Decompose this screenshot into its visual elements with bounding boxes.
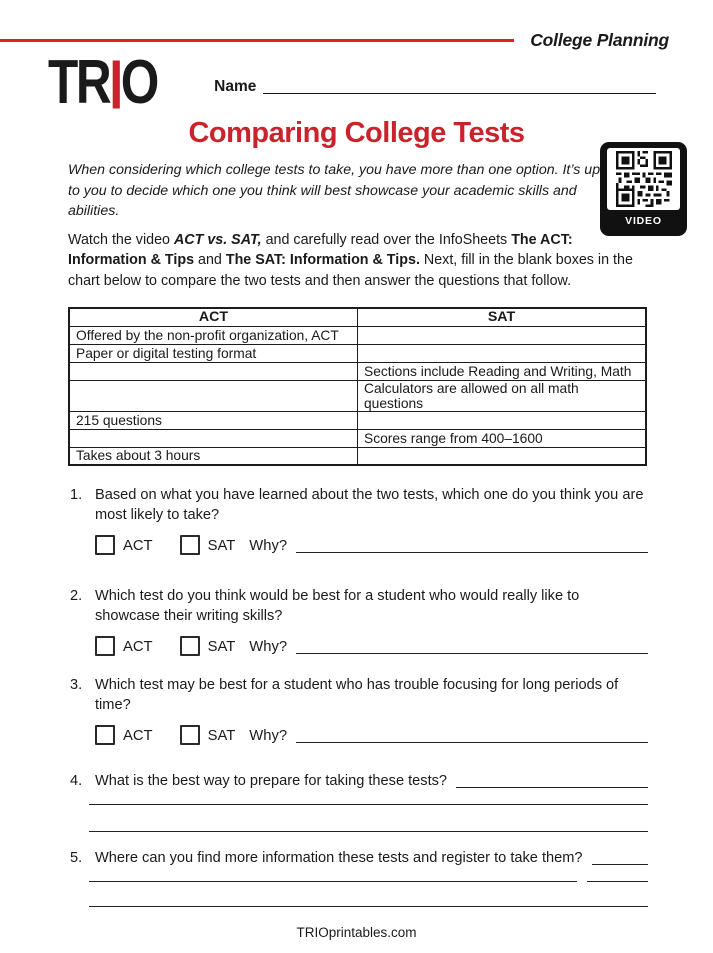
- name-field: [214, 79, 656, 107]
- q1-why-label: Why?: [249, 538, 288, 554]
- q3-why-answer-line[interactable]: [296, 742, 648, 743]
- col-header-act: ACT: [69, 308, 358, 326]
- q4-answer-line-inline[interactable]: [456, 787, 648, 788]
- q2-why-label: Why?: [249, 639, 288, 655]
- q1-act-label: ACT: [123, 538, 153, 554]
- table-row: [69, 362, 646, 380]
- q5-answer-line-2a[interactable]: [89, 881, 577, 882]
- cell-act-7: Takes about 3 hours: [69, 447, 358, 465]
- cell-sat-4: Calculators are allowed on all math questions: [358, 380, 647, 411]
- q3-act-label: ACT: [123, 728, 153, 744]
- table-row: [69, 344, 646, 362]
- cell-act-4-blank[interactable]: [69, 380, 358, 411]
- q5-answer-line-2: [89, 881, 648, 882]
- table-row: [69, 447, 646, 465]
- cell-sat-3: Sections include Reading and Writing, Math: [358, 362, 647, 380]
- question-4: [70, 771, 648, 832]
- cell-act-2: Paper or digital testing format: [69, 344, 358, 362]
- cell-act-1: Offered by the non-profit organization, ACT: [69, 326, 358, 344]
- question-2-answer-row: [95, 633, 648, 656]
- q1-act-checkbox[interactable]: [95, 535, 115, 555]
- header-category: College Planning: [530, 30, 669, 50]
- question-2-number: 2.: [70, 588, 83, 604]
- q5-answer-line-inline[interactable]: [592, 864, 648, 865]
- q3-act-checkbox[interactable]: [95, 725, 115, 745]
- table-header-row: [69, 308, 646, 326]
- name-label: Name: [214, 78, 257, 95]
- qr-video-link[interactable]: [600, 142, 687, 236]
- q2-act-label: ACT: [123, 639, 153, 655]
- question-3-text: Which test may be best for a student who has trouble focusing for long periods of time?: [95, 677, 619, 713]
- footer-url: TRIOprintables.com: [296, 925, 417, 940]
- question-5-number: 5.: [70, 850, 83, 866]
- table-row: [69, 326, 646, 344]
- q2-sat-label: SAT: [207, 639, 236, 655]
- q5-answer-line-2b[interactable]: [587, 881, 648, 882]
- q2-sat-checkbox[interactable]: [180, 636, 200, 656]
- cell-sat-5-blank[interactable]: [358, 411, 647, 429]
- question-5: [70, 848, 648, 907]
- page-title: Comparing College Tests: [188, 117, 525, 149]
- q3-sat-checkbox[interactable]: [180, 725, 200, 745]
- instructions-text: Watch the video ACT vs. SAT, and carefully read over the InfoSheets The ACT: Information & Tips and The SAT: Information & Tips. Next, fill in the blank boxes in the chart below to compare the two tests and then answer the questions that follow.: [68, 231, 633, 289]
- question-3-number: 3.: [70, 677, 83, 693]
- logo-o: O: [120, 48, 157, 117]
- logo-row: [0, 46, 713, 124]
- qr-label: VIDEO: [625, 215, 662, 227]
- col-header-sat: SAT: [358, 308, 647, 326]
- q3-why-label: Why?: [249, 728, 288, 744]
- cell-act-3-blank[interactable]: [69, 362, 358, 380]
- name-input-line[interactable]: [263, 91, 656, 94]
- question-1-answer-row: [95, 532, 648, 555]
- cell-act-6-blank[interactable]: [69, 429, 358, 447]
- question-3-answer-row: [95, 722, 648, 745]
- q3-sat-label: SAT: [207, 728, 236, 744]
- cell-sat-1-blank[interactable]: [358, 326, 647, 344]
- question-1-number: 1.: [70, 487, 83, 503]
- q1-why-answer-line[interactable]: [296, 552, 648, 553]
- table-row: [69, 380, 646, 411]
- question-4-text: What is the best way to prepare for taking these tests?: [95, 773, 448, 789]
- cell-sat-6: Scores range from 400–1600: [358, 429, 647, 447]
- question-5-text: Where can you find more information these tests and register to take them?: [95, 850, 583, 866]
- questions-section: [0, 485, 713, 907]
- intro-text: When considering which college tests to take, you have more than one option. It’s up to you to decide which one you think will best showcase your academic skills and abilities.: [68, 162, 601, 219]
- question-4-number: 4.: [70, 773, 83, 789]
- q1-sat-label: SAT: [207, 538, 236, 554]
- q4-answer-line-3[interactable]: [89, 831, 648, 832]
- question-2-text: Which test do you think would be best for a student who would really like to showcase their writing skills?: [95, 588, 580, 624]
- qr-code-icon: [607, 148, 680, 210]
- cell-sat-7-blank[interactable]: [358, 447, 647, 465]
- cell-act-5: 215 questions: [69, 411, 358, 429]
- q2-act-checkbox[interactable]: [95, 636, 115, 656]
- logo-tr: TR: [48, 48, 110, 117]
- question-2: [70, 586, 648, 656]
- trio-logo: [48, 46, 157, 124]
- q2-why-answer-line[interactable]: [296, 653, 648, 654]
- comparison-table: [68, 307, 647, 466]
- q4-answer-line-2[interactable]: [89, 804, 648, 805]
- question-1: [70, 485, 648, 555]
- logo-i: I: [109, 46, 121, 124]
- question-3: [70, 675, 648, 745]
- q5-answer-line-3[interactable]: [89, 906, 648, 907]
- header-rule: [0, 39, 514, 42]
- question-1-text: Based on what you have learned about the two tests, which one do you think you are most likely to take?: [95, 487, 644, 523]
- table-row: [69, 429, 646, 447]
- table-row: [69, 411, 646, 429]
- cell-sat-2-blank[interactable]: [358, 344, 647, 362]
- q1-sat-checkbox[interactable]: [180, 535, 200, 555]
